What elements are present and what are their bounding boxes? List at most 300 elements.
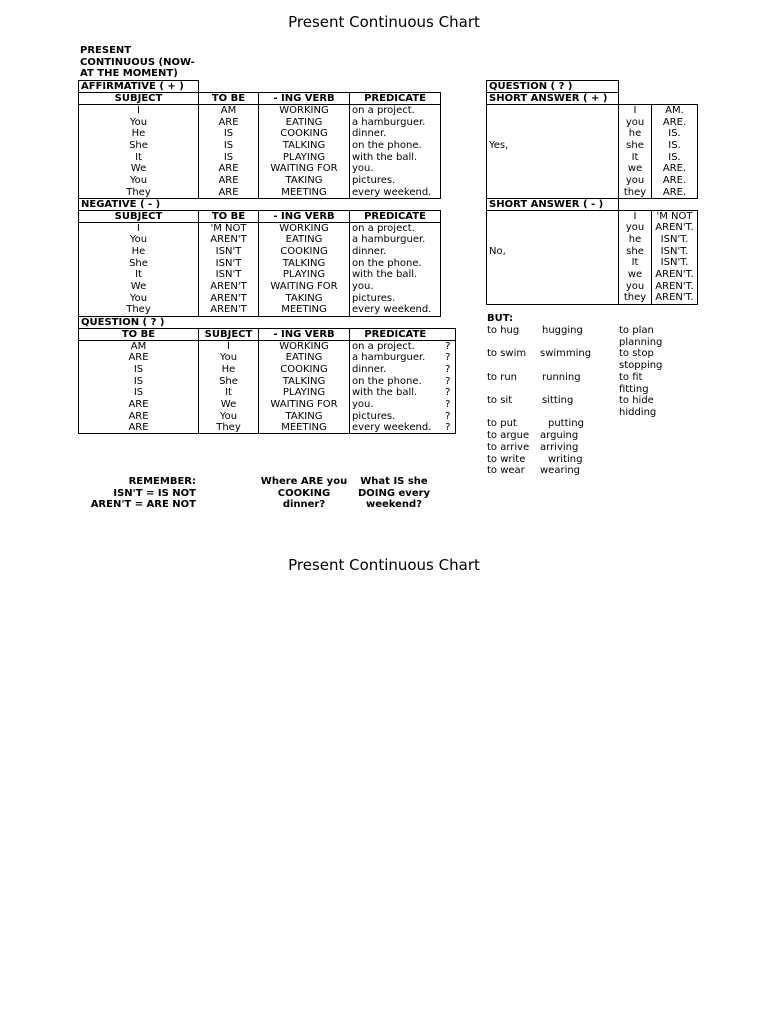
table-row [487,281,698,293]
table-row [79,281,456,293]
section-label-row [79,198,456,210]
empty-cell [441,140,456,152]
empty-cell [487,210,619,222]
table-cell: ARE [79,410,199,422]
empty-cell [487,234,619,246]
table-cell: It [619,257,652,269]
table-cell: WORKING [259,222,350,234]
empty-cell [441,328,456,340]
empty-cell [350,81,441,93]
header-row [79,93,456,105]
spelling-list-doubling [619,325,709,419]
empty-cell [487,269,619,281]
empty-cell [441,304,456,316]
empty-cell [652,81,698,93]
table-row [487,105,698,117]
table-cell: you. [350,163,441,175]
table-cell: IS. [652,151,698,163]
table-row [79,375,456,387]
remember-note [80,476,196,511]
empty-cell [487,281,619,293]
question-mark: ? [441,399,456,411]
infinitive: to put [487,418,517,430]
table-cell: It [619,151,652,163]
question-mark: ? [441,375,456,387]
table-row [79,257,456,269]
table-cell: PLAYING [259,151,350,163]
empty-cell [487,116,619,128]
empty-cell [441,269,456,281]
table-cell: You [199,352,259,364]
table-cell: he [619,128,652,140]
table-row [79,399,456,411]
table-cell: you. [350,281,441,293]
infinitive: to run [487,371,518,383]
table-cell: You [79,175,199,187]
ing-form: running [542,371,581,383]
table-cell: a hamburguer. [350,352,441,364]
table-cell: EATING [259,234,350,246]
table-cell: she [619,245,652,257]
table-cell: PLAYING [259,387,350,399]
table-cell: she [619,140,652,152]
table-cell: You [79,116,199,128]
section-label-row [487,81,698,93]
short-answer-positive-label: SHORT ANSWER ( + ) [487,93,619,105]
table-cell: WAITING FOR [259,399,350,411]
table-cell: COOKING [259,246,350,258]
infinitive: to plan [619,325,654,336]
remember-arent: AREN'T = ARE NOT [90,499,196,511]
table-cell: pictures. [350,175,441,187]
table-cell: with the ball. [350,151,441,163]
table-row [79,246,456,258]
empty-cell [487,175,619,187]
column-header: TO BE [199,93,259,105]
table-cell: MEETING [259,187,350,199]
empty-cell [441,234,456,246]
table-row [79,234,456,246]
empty-cell [441,116,456,128]
column-header: - ING VERB [259,328,350,340]
empty-cell [441,222,456,234]
empty-cell [199,316,259,328]
question-mark: ? [441,387,456,399]
table-cell: He [199,363,259,375]
empty-cell [350,316,441,328]
empty-cell [441,187,456,199]
empty-cell [441,105,456,117]
answer-lead: No, [487,245,619,257]
table-row [487,140,698,152]
table-row [79,269,456,281]
empty-cell [199,198,259,210]
table-cell: IS [199,128,259,140]
table-cell: It [79,151,199,163]
table-cell: on the phone. [350,375,441,387]
question-mark: ? [441,352,456,364]
table-row [487,163,698,175]
table-cell: IS [199,140,259,152]
page-title: Present Continuous Chart [288,13,480,31]
table-cell: TALKING [259,375,350,387]
table-row [79,352,456,364]
empty-cell [441,246,456,258]
short-answer-negative-label: SHORT ANSWER ( - ) [487,198,619,210]
table-cell: They [79,304,199,316]
infinitive: to hug [487,324,520,336]
empty-cell [441,151,456,163]
table-cell: you [619,281,652,293]
table-cell: They [79,187,199,199]
table-cell: ARE [199,187,259,199]
empty-cell [619,93,652,105]
table-cell: 'M NOT [652,210,698,222]
table-cell: COOKING [259,128,350,140]
table-cell: with the ball. [350,387,441,399]
table-cell: IS. [652,128,698,140]
table-cell: You [79,234,199,246]
section-label-row [487,93,698,105]
table-cell: We [79,163,199,175]
table-cell: we [619,163,652,175]
table-cell: COOKING [259,363,350,375]
spelling-row [487,454,687,466]
table-cell: ARE. [652,116,698,128]
ing-form: swimming [540,348,592,360]
ing-form: stopping [619,360,663,372]
table-cell: every weekend. [350,304,441,316]
table-row [487,151,698,163]
column-header: TO BE [79,328,199,340]
table-cell: MEETING [259,422,350,434]
table-cell: AREN'T [199,304,259,316]
table-cell: on the phone. [350,140,441,152]
ing-form: putting [548,418,584,430]
empty-cell [487,292,619,304]
table-cell: AREN'T [199,234,259,246]
table-cell: It [79,269,199,281]
table-cell: He [79,128,199,140]
table-cell: I [79,105,199,117]
spelling-row [487,430,687,442]
table-cell: IS [79,375,199,387]
empty-cell [259,81,350,93]
column-header: SUBJECT [79,93,199,105]
header-row [79,210,456,222]
table-row [79,340,456,352]
empty-cell [441,281,456,293]
table-cell: You [79,293,199,305]
table-cell: EATING [259,352,350,364]
table-cell: ARE [199,116,259,128]
table-cell: ARE [79,399,199,411]
table-cell: every weekend. [350,187,441,199]
table-cell: IS [79,387,199,399]
example-question-1: Where ARE you COOKING dinner? [260,476,348,511]
infinitive: to stop [619,348,654,360]
table-cell: AREN'T [199,281,259,293]
infinitive: to write [487,453,526,465]
table-cell: dinner. [350,128,441,140]
affirmative-label: AFFIRMATIVE ( + ) [79,81,199,93]
empty-cell [441,210,456,222]
table-cell: IS. [652,140,698,152]
empty-cell [441,81,456,93]
section-label-row [79,316,456,328]
table-cell: TALKING [259,140,350,152]
ing-form: writing [548,453,583,465]
table-cell: I [79,222,199,234]
infinitive: to argue [487,430,530,442]
table-row [487,210,698,222]
empty-cell [619,81,652,93]
table-cell: AREN'T. [652,281,698,293]
table-cell: WAITING FOR [259,281,350,293]
short-answer-table [486,80,698,305]
grammar-table [78,80,456,434]
table-cell: TAKING [259,293,350,305]
table-row [79,175,456,187]
negative-label: NEGATIVE ( - ) [79,198,199,210]
empty-cell [487,257,619,269]
table-cell: with the ball. [350,269,441,281]
table-cell: dinner. [350,363,441,375]
table-row [487,116,698,128]
table-cell: AM [199,105,259,117]
table-row [79,293,456,305]
table-row [487,128,698,140]
table-cell: It [199,387,259,399]
table-cell: WAITING FOR [259,163,350,175]
table-cell: I [619,105,652,117]
table-cell: ARE. [652,175,698,187]
empty-cell [441,128,456,140]
table-cell: ISN'T [199,257,259,269]
empty-cell [487,151,619,163]
column-header: SUBJECT [79,210,199,222]
table-cell: IS [79,363,199,375]
table-row [487,245,698,257]
answer-lead: Yes, [487,140,619,152]
table-cell: ARE. [652,163,698,175]
ing-form: fitting [619,383,649,395]
infinitive: to hide [619,395,654,407]
table-cell: they [619,187,652,199]
empty-cell [487,128,619,140]
question-label: QUESTION ( ? ) [79,316,199,328]
table-row [487,269,698,281]
table-row [79,163,456,175]
ing-form: hugging [542,324,583,336]
empty-cell [487,187,619,199]
table-cell: on a project. [350,340,441,352]
table-cell: ISN'T [199,269,259,281]
table-cell: I [199,340,259,352]
table-cell: PLAYING [259,269,350,281]
empty-cell [487,222,619,234]
column-header: - ING VERB [259,93,350,105]
table-cell: on a project. [350,105,441,117]
empty-cell [441,175,456,187]
spelling-row [487,465,687,477]
table-cell: a hamburguer. [350,116,441,128]
empty-cell [441,198,456,210]
table-cell: ISN'T. [652,234,698,246]
table-cell: pictures. [350,410,441,422]
column-header: TO BE [199,210,259,222]
ing-form: sitting [542,395,574,407]
empty-cell [441,93,456,105]
table-cell: You [199,410,259,422]
column-header: - ING VERB [259,210,350,222]
page-title-repeat: Present Continuous Chart [288,556,480,574]
table-cell: ISN'T. [652,257,698,269]
table-row [79,140,456,152]
table-cell: IS [199,151,259,163]
table-row [487,234,698,246]
ing-form: arguing [540,430,579,442]
empty-cell [619,198,652,210]
table-row [79,304,456,316]
empty-cell [441,316,456,328]
table-cell: on the phone. [350,257,441,269]
column-header: PREDICATE [350,210,441,222]
table-row [79,363,456,375]
column-header: PREDICATE [350,328,441,340]
table-cell: dinner. [350,246,441,258]
table-row [487,257,698,269]
remember-label: REMEMBER: [128,476,196,487]
table-cell: AREN'T. [652,222,698,234]
table-cell: you. [350,399,441,411]
spelling-label: BUT: [487,313,514,324]
table-cell: we [619,269,652,281]
ing-form: hidding [619,407,657,419]
table-cell: He [79,246,199,258]
example-question-2: What IS she DOING every weekend? [357,476,431,511]
table-row [79,128,456,140]
table-row [79,116,456,128]
table-cell: AREN'T. [652,269,698,281]
table-cell: you [619,116,652,128]
table-cell: every weekend. [350,422,441,434]
table-cell: ISN'T. [652,245,698,257]
table-cell: ARE [199,163,259,175]
infinitive: to swim [487,348,527,360]
table-row [79,187,456,199]
ing-form: arriving [540,441,579,453]
question-mark: ? [441,340,456,352]
ing-form: wearing [540,465,581,477]
table-cell: MEETING [259,304,350,316]
table-cell: pictures. [350,293,441,305]
empty-cell [652,198,698,210]
empty-cell [487,105,619,117]
table-row [79,387,456,399]
infinitive: to fit [619,371,643,383]
table-cell: EATING [259,116,350,128]
empty-cell [487,163,619,175]
ing-form: planning [619,336,663,348]
table-cell: he [619,234,652,246]
table-cell: TAKING [259,410,350,422]
question-label: QUESTION ( ? ) [487,81,619,93]
column-header: SUBJECT [199,328,259,340]
table-cell: She [79,257,199,269]
table-cell: a hamburguer. [350,234,441,246]
table-row [79,105,456,117]
column-header: PREDICATE [350,93,441,105]
section-note: PRESENT CONTINUOUS (NOW- AT THE MOMENT) [80,45,195,80]
table-cell: She [199,375,259,387]
table-cell: ARE [79,422,199,434]
empty-cell [441,163,456,175]
spelling-row [487,418,687,430]
table-cell: We [199,399,259,411]
table-cell: TAKING [259,175,350,187]
empty-cell [652,93,698,105]
table-row [79,422,456,434]
table-cell: They [199,422,259,434]
infinitive: to arrive [487,441,530,453]
table-cell: I [619,210,652,222]
empty-cell [259,316,350,328]
infinitive: to wear [487,465,525,477]
table-cell: AREN'T. [652,292,698,304]
table-cell: they [619,292,652,304]
table-cell: WORKING [259,340,350,352]
empty-cell [259,198,350,210]
empty-cell [199,81,259,93]
table-cell: you [619,175,652,187]
section-label-row [487,198,698,210]
table-cell: TALKING [259,257,350,269]
table-cell: on a project. [350,222,441,234]
infinitive: to sit [487,395,513,407]
table-cell: AM [79,340,199,352]
question-mark: ? [441,410,456,422]
table-cell: ARE. [652,187,698,199]
table-cell: ARE [199,175,259,187]
spelling-row [487,442,687,454]
table-cell: WORKING [259,105,350,117]
question-mark: ? [441,422,456,434]
question-mark: ? [441,363,456,375]
table-cell: She [79,140,199,152]
table-row [79,222,456,234]
table-cell: ARE [79,352,199,364]
table-row [487,222,698,234]
table-cell: 'M NOT [199,222,259,234]
section-label-row [79,81,456,93]
table-cell: AM. [652,105,698,117]
table-cell: We [79,281,199,293]
header-row [79,328,456,340]
table-row [79,410,456,422]
empty-cell [350,198,441,210]
table-row [487,175,698,187]
remember-isnt: ISN'T = IS NOT [113,487,196,499]
table-row [487,292,698,304]
table-cell: AREN'T [199,293,259,305]
table-row [487,187,698,199]
table-cell: you [619,222,652,234]
empty-cell [441,293,456,305]
table-cell: ISN'T [199,246,259,258]
table-row [79,151,456,163]
empty-cell [441,257,456,269]
